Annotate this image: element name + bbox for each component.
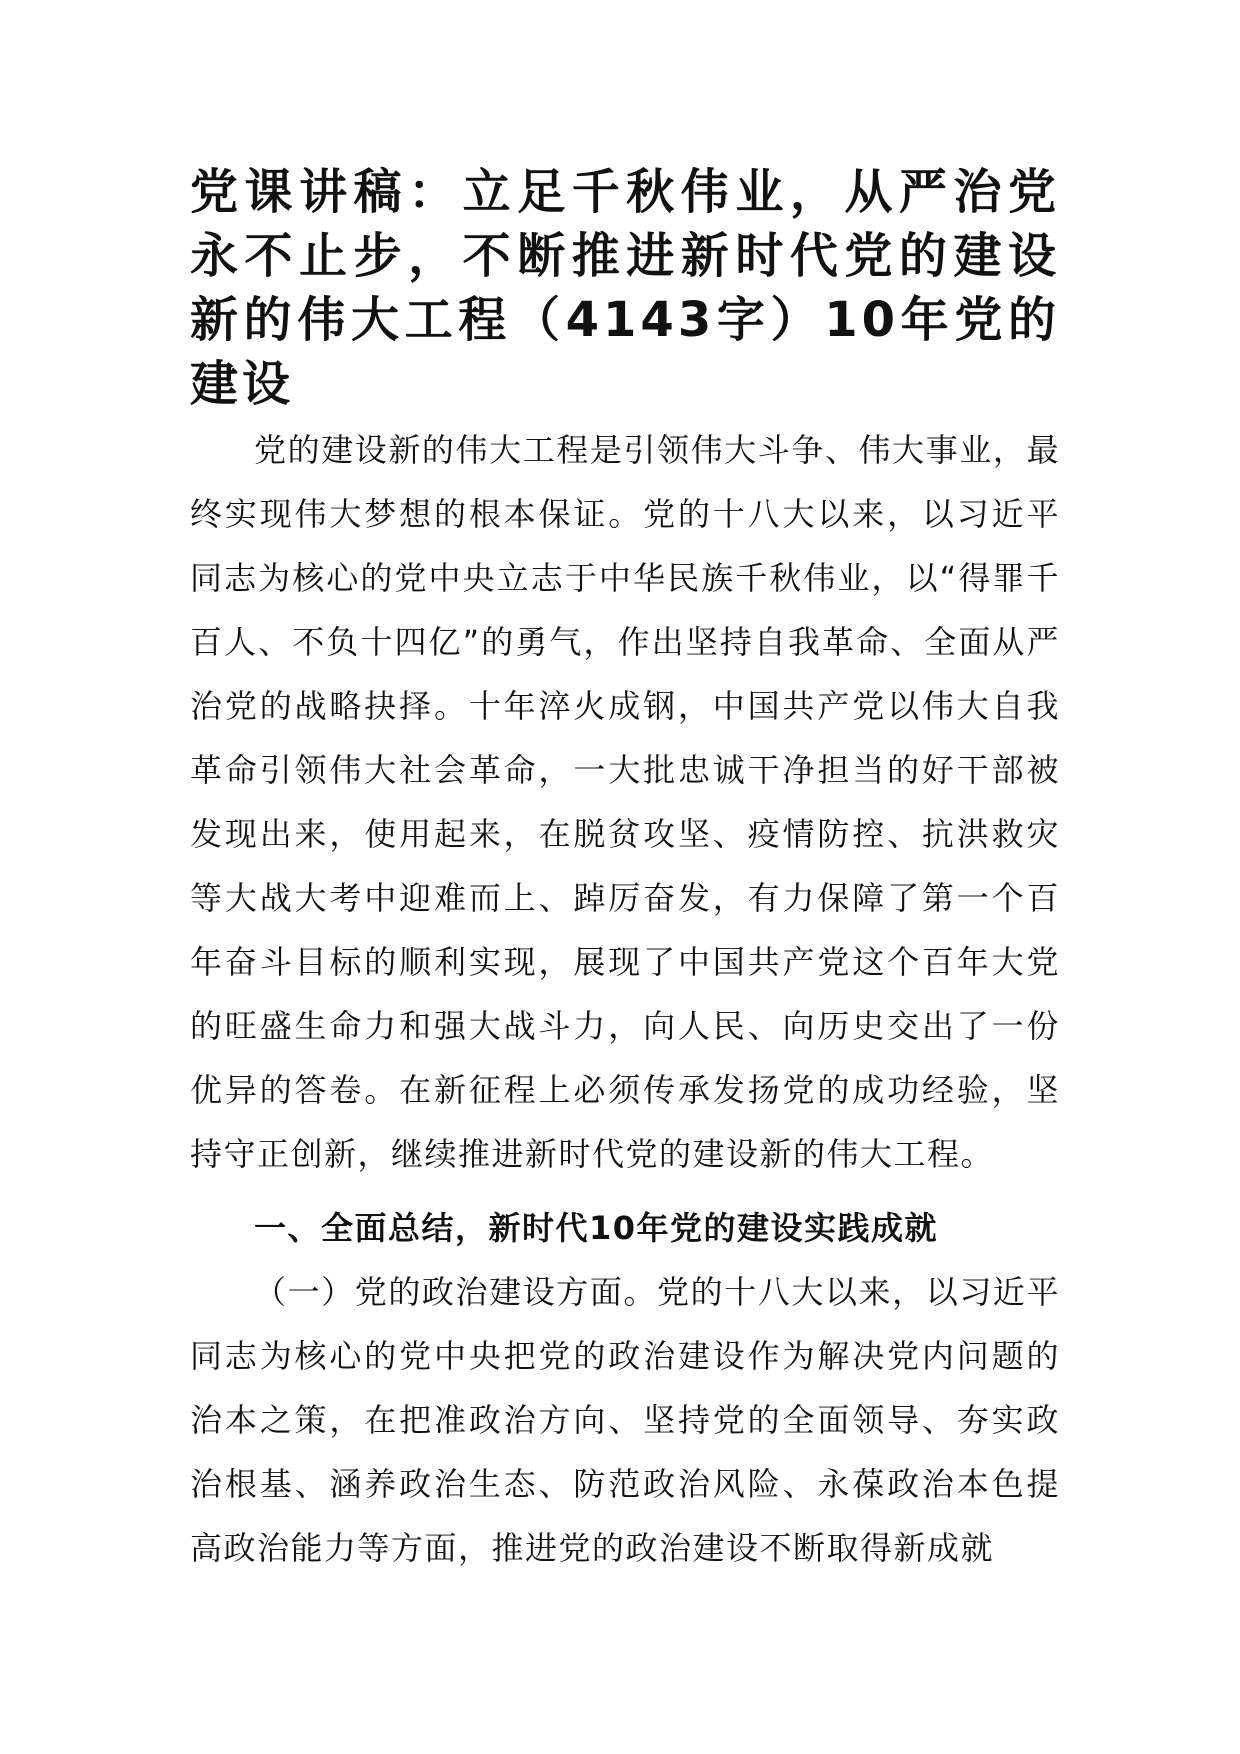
subsection-paragraph: （一）党的政治建设方面。党的十八大以来，以习近平同志为核心的党中央把党的政治建设作为解决党内问题的治本之策，在把准政治方向、坚持党的全面领导、夯实政治根基、涵养政治生态、防范政治风险、永葆政治本色提高政治能力等方面，推进党的政治建设不断取得新成就 xyxy=(190,1273,1060,1567)
intro-paragraph: 党的建设新的伟大工程是引领伟大斗争、伟大事业，最终实现伟大梦想的根本保证。党的十八大以来，以习近平同志为核心的党中央立志于中华民族千秋伟业，以“得罪千百人、不负十四亿”的勇气，作出坚持自我革命、全面从严治党的战略抉择。十年淬火成钢，中国共产党以伟大自我革命引领伟大社会革命，一大批忠诚干净担当的好干部被发现出来，使用起来，在脱贫攻坚、疫情防控、抗洪救灾等大战大考中迎难而上、踔厉奋发，有力保障了第一个百年奋斗目标的顺利实现，展现了中国共产党这个百年大党的旺盛生命力和强大战斗力，向人民、向历史交出了一份优异的答卷。在新征程上必须传承发扬党的成功经验，坚持守正创新，继续推进新时代党的建设新的伟大工程。 xyxy=(190,431,1060,1173)
document-title: 党课讲稿：立足千秋伟业，从严治党永不止步，不断推进新时代党的建设新的伟大工程（4143字）10年党的建设 xyxy=(190,164,1060,412)
section-heading: 一、全面总结，新时代10年党的建设实践成就 xyxy=(254,1209,939,1247)
document-page xyxy=(190,160,1060,1580)
